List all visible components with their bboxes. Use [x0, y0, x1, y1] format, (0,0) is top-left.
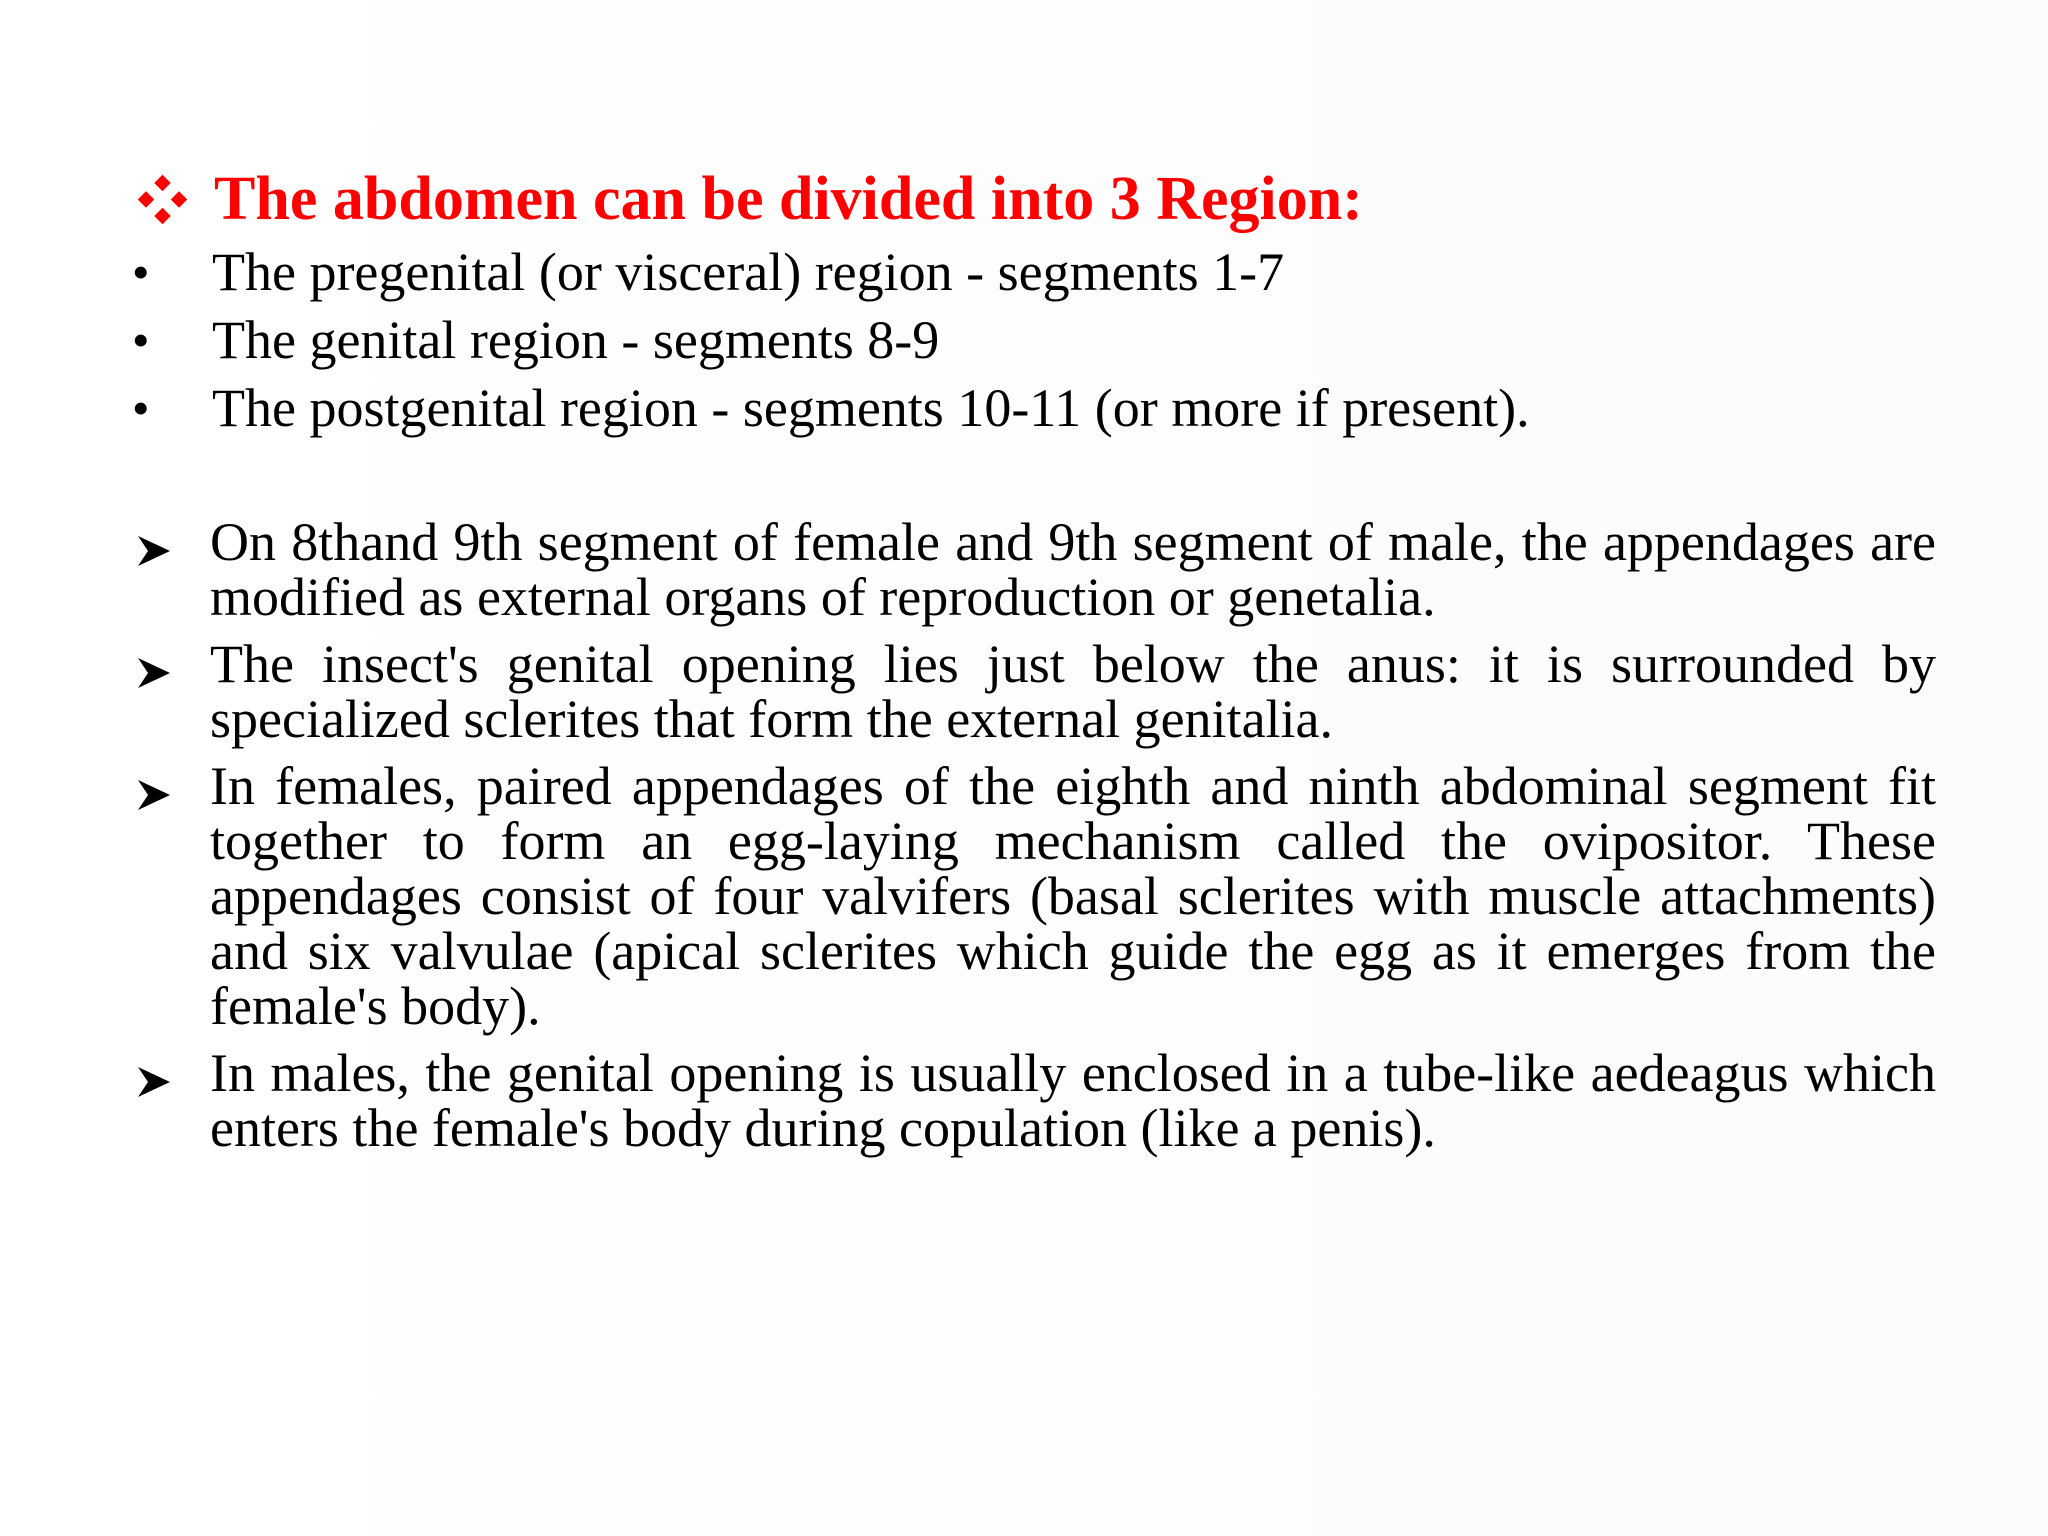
- arrowhead-bullet-icon: [130, 515, 210, 570]
- list-item: [130, 1043, 1936, 1158]
- region-list: [130, 238, 1950, 442]
- list-item: [130, 512, 1936, 627]
- region-text: The postgenital region - segments 10-11 (or more if present).: [212, 378, 1530, 438]
- list-item: [130, 374, 1950, 442]
- arrowhead-bullet-icon: [130, 759, 210, 814]
- list-item: [130, 634, 1936, 749]
- region-text: The pregenital (or visceral) region - segments 1-7: [212, 242, 1285, 302]
- slide-heading: [135, 158, 1935, 240]
- point-text: The insect's genital opening lies just below the anus: it is surrounded by specialized sclerites that form the external genitalia.: [210, 634, 1936, 749]
- list-item: [130, 238, 1950, 306]
- bullet-dot-icon: •: [132, 244, 150, 300]
- arrowhead-bullet-icon: [130, 1046, 210, 1101]
- arrowhead-bullet-icon: [130, 637, 210, 692]
- point-text: In males, the genital opening is usually enclosed in a tube-like aedeagus which enters the female's body during copulation (like a penis).: [210, 1043, 1936, 1158]
- point-text: On 8thand 9th segment of female and 9th segment of male, the appendages are modified as external organs of reproduction or genetalia.: [210, 512, 1936, 627]
- bullet-dot-icon: •: [132, 312, 150, 368]
- diamond-bullet-icon: [135, 172, 190, 227]
- points-list: [130, 512, 1936, 1168]
- bullet-dot-icon: •: [132, 380, 150, 436]
- list-item: [130, 306, 1950, 374]
- region-text: The genital region - segments 8-9: [212, 310, 940, 370]
- heading-text: The abdomen can be divided into 3 Region:: [214, 165, 1363, 233]
- list-item: [130, 756, 1936, 1036]
- point-text: In females, paired appendages of the eighth and ninth abdominal segment fit together to form an egg-laying mechanism called the ovipositor. These appendages consist of four valvifers (basal sclerites with muscle attachments) and six valvulae (apical sclerites which guide the egg as it emerges from the female's body).: [210, 756, 1936, 1036]
